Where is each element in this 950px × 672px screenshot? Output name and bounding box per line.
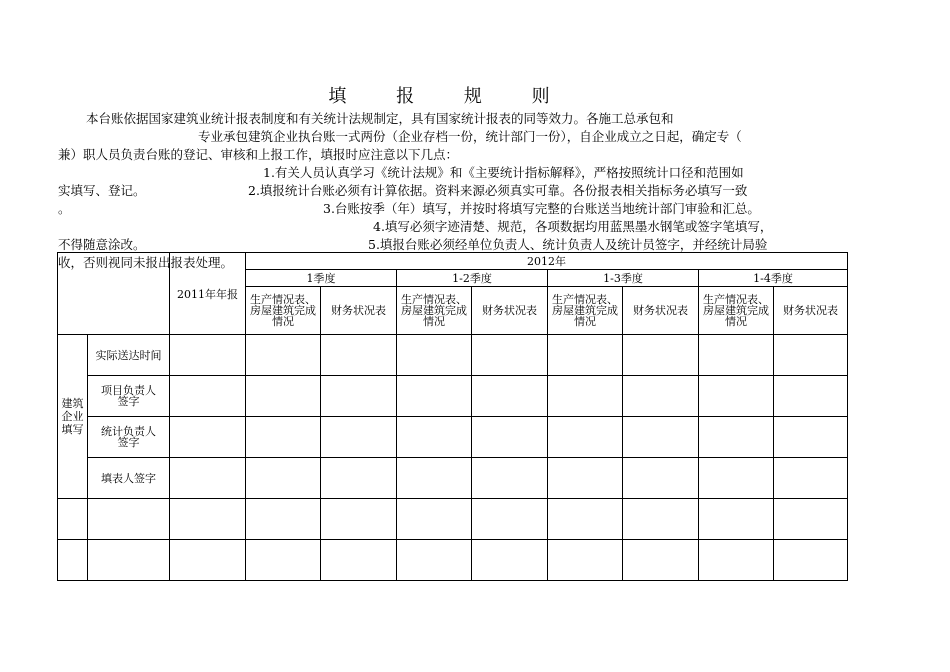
page-title: 填 报 规 则: [328, 86, 572, 107]
rule-item-3-row: [58, 200, 848, 218]
quarter-header: 1-2季度: [397, 270, 548, 287]
table-cell[interactable]: [548, 335, 623, 376]
table-cell: [58, 540, 88, 581]
table-cell[interactable]: [170, 499, 246, 540]
row-label: 统计负责人签字: [88, 417, 170, 458]
rule-item-2: 2.填报统计台账必须有计算依据。资料来源必须真实可靠。各份报表相关指标务必填写一致: [248, 183, 748, 198]
rule-item-1: 1.有关人员认真学习《统计法规》和《主要统计指标解释》，严格按照统计口径和范围如: [263, 165, 744, 180]
production-subheader: 生产情况表、房屋建筑完成情况: [397, 287, 472, 335]
table-cell[interactable]: [472, 540, 548, 581]
production-subheader: 生产情况表、房屋建筑完成情况: [548, 287, 623, 335]
rule-item-2-row: [58, 182, 848, 200]
table-cell[interactable]: [321, 376, 397, 417]
table-cell[interactable]: [397, 376, 472, 417]
table-cell[interactable]: [246, 376, 321, 417]
table-cell[interactable]: [774, 376, 848, 417]
table-cell[interactable]: [699, 499, 774, 540]
table-cell[interactable]: [623, 335, 699, 376]
table-cell[interactable]: [472, 417, 548, 458]
row-label: 实际送达时间: [88, 335, 170, 376]
finance-subheader: 财务状况表: [472, 287, 548, 335]
finance-subheader: 财务状况表: [774, 287, 848, 335]
table-cell[interactable]: [623, 540, 699, 581]
quarter-header: 1季度: [246, 270, 397, 287]
table-cell[interactable]: [623, 458, 699, 499]
table-cell[interactable]: [321, 417, 397, 458]
group-label: 建筑企业填写: [58, 335, 88, 499]
table-cell[interactable]: [699, 417, 774, 458]
table-cell[interactable]: [774, 458, 848, 499]
table-cell: [88, 499, 170, 540]
table-cell[interactable]: [699, 335, 774, 376]
table-cell[interactable]: [321, 499, 397, 540]
table-cell[interactable]: [548, 499, 623, 540]
table-cell[interactable]: [472, 376, 548, 417]
rules-line: 本台账依据国家建筑业统计报表制度和有关统计法规制定，具有国家统计报表的同等效力。各施工总承包和: [86, 111, 674, 126]
rules-line: 。: [58, 201, 71, 216]
report-table: [57, 252, 848, 581]
production-subheader: 生产情况表、房屋建筑完成情况: [246, 287, 321, 335]
table-cell[interactable]: [246, 499, 321, 540]
table-cell[interactable]: [774, 335, 848, 376]
table-cell[interactable]: [246, 417, 321, 458]
rules-line: 收，否则视同未报出报表处理。: [58, 255, 234, 270]
annual-2011-header: 2011年年报: [170, 253, 246, 335]
table-cell[interactable]: [472, 335, 548, 376]
table-cell[interactable]: [774, 540, 848, 581]
table-cell[interactable]: [170, 540, 246, 581]
rules-line: 兼）职人员负责台账的登记、审核和上报工作，填报时应注意以下几点：: [58, 147, 459, 162]
table-cell[interactable]: [699, 376, 774, 417]
table-cell[interactable]: [321, 458, 397, 499]
rule-item-3: 3.台账按季（年）填写，并按时将填写完整的台账送当地统计部门审验和汇总。: [323, 201, 760, 216]
table-cell[interactable]: [699, 458, 774, 499]
table-cell[interactable]: [170, 458, 246, 499]
production-subheader: 生产情况表、房屋建筑完成情况: [699, 287, 774, 335]
table-cell[interactable]: [623, 417, 699, 458]
rules-line: 专业承包建筑企业执台账一式两份（企业存档一份，统计部门一份），自企业成立之日起，确定专（: [198, 129, 742, 144]
table-cell[interactable]: [397, 458, 472, 499]
row-label: 填表人签字: [88, 458, 170, 499]
table-cell[interactable]: [472, 458, 548, 499]
table-cell[interactable]: [774, 499, 848, 540]
rules-line: 不得随意涂改。: [58, 237, 146, 252]
table-cell[interactable]: [321, 335, 397, 376]
quarter-header: 1-3季度: [548, 270, 699, 287]
rule-item-5: 5.填报台账必须经单位负责人、统计负责人及统计员签字，并经统计局验: [368, 237, 768, 252]
table-cell[interactable]: [170, 335, 246, 376]
table-cell[interactable]: [699, 540, 774, 581]
table-cell[interactable]: [623, 376, 699, 417]
corner-cell: [58, 253, 170, 335]
table-cell[interactable]: [397, 335, 472, 376]
rule-item-4: 4.填写必须字迹清楚、规范，各项数据均用蓝黑墨水钢笔或签字笔填写，: [373, 219, 773, 234]
rules-text: [58, 110, 848, 272]
table-cell[interactable]: [397, 540, 472, 581]
table-cell[interactable]: [246, 458, 321, 499]
table-cell: [58, 499, 88, 540]
table-cell[interactable]: [397, 417, 472, 458]
table-cell: [88, 540, 170, 581]
quarter-header: 1-4季度: [699, 270, 848, 287]
table-cell[interactable]: [774, 417, 848, 458]
row-label: 项目负责人签字: [88, 376, 170, 417]
finance-subheader: 财务状况表: [623, 287, 699, 335]
table-cell[interactable]: [170, 417, 246, 458]
table-cell[interactable]: [246, 335, 321, 376]
table-cell[interactable]: [397, 499, 472, 540]
table-cell[interactable]: [548, 540, 623, 581]
rules-line: 实填写、登记。: [58, 183, 146, 198]
table-cell[interactable]: [246, 540, 321, 581]
year-header: 2012年: [246, 253, 848, 270]
table-cell[interactable]: [623, 499, 699, 540]
table-cell[interactable]: [548, 417, 623, 458]
table-cell[interactable]: [548, 376, 623, 417]
finance-subheader: 财务状况表: [321, 287, 397, 335]
table-cell[interactable]: [170, 376, 246, 417]
table-cell[interactable]: [472, 499, 548, 540]
table-cell[interactable]: [321, 540, 397, 581]
table-cell[interactable]: [548, 458, 623, 499]
